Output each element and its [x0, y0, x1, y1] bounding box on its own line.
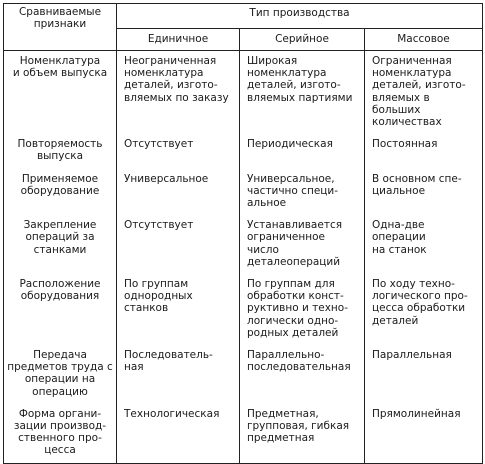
cell-single: Отсутствует	[117, 215, 240, 274]
table-row	[4, 274, 483, 345]
table-row	[4, 345, 483, 404]
cell-mass: Ограниченная номенклатура деталей, изгото- вляемых в больших количествах	[365, 51, 483, 135]
cell-mass: Параллельная	[365, 345, 483, 404]
cell-serial: По группам для обработки конст- руктивно и техно- логически одно- родных деталей	[240, 274, 365, 345]
cell-serial: Устанавливается ограниченное число деталеопераций	[240, 215, 365, 274]
row-label: Расположение оборудования	[4, 274, 117, 345]
row-label: Повторяемость выпуска	[4, 134, 117, 168]
table-row	[4, 215, 483, 274]
header-mass: Массовое	[365, 29, 483, 51]
row-label: Применяемое оборудование	[4, 169, 117, 216]
cell-mass: Одна-две операции на станок	[365, 215, 483, 274]
row-label: Форма органи- зации производ- ственного про- цесса	[4, 404, 117, 463]
cell-single: По группам однородных станков	[117, 274, 240, 345]
cell-mass: Постоянная	[365, 134, 483, 168]
row-label: Закрепление операций за станками	[4, 215, 117, 274]
table-row	[4, 134, 483, 168]
cell-single: Отсутствует	[117, 134, 240, 168]
cell-serial: Параллельно- последовательная	[240, 345, 365, 404]
cell-mass: По ходу техно- логического про- цесса обработки деталей	[365, 274, 483, 345]
table-row	[4, 404, 483, 463]
header-serial: Серийное	[240, 29, 365, 51]
header-single: Единичное	[117, 29, 240, 51]
cell-single: Последователь- ная	[117, 345, 240, 404]
row-label: Передача предметов труда с операции на операцию	[4, 345, 117, 404]
table-row	[4, 51, 483, 135]
cell-single: Универсальное	[117, 169, 240, 216]
cell-single: Неограниченная номенклатура деталей, изгото- вляемых по заказу	[117, 51, 240, 135]
table-row	[4, 169, 483, 216]
header-production-type: Тип производства	[117, 4, 483, 29]
cell-mass: В основном спе- циальное	[365, 169, 483, 216]
cell-serial: Периодическая	[240, 134, 365, 168]
header-criteria: Сравниваемые признаки	[4, 4, 117, 51]
cell-mass: Прямолинейная	[365, 404, 483, 463]
row-label: Номенклатура и объем выпуска	[4, 51, 117, 135]
cell-single: Технологическая	[117, 404, 240, 463]
cell-serial: Широкая номенклатура деталей, изгото- вляемых партиями	[240, 51, 365, 135]
production-types-table	[3, 3, 483, 464]
cell-serial: Предметная, групповая, гибкая предметная	[240, 404, 365, 463]
cell-serial: Универсальное, частично специ- альное	[240, 169, 365, 216]
